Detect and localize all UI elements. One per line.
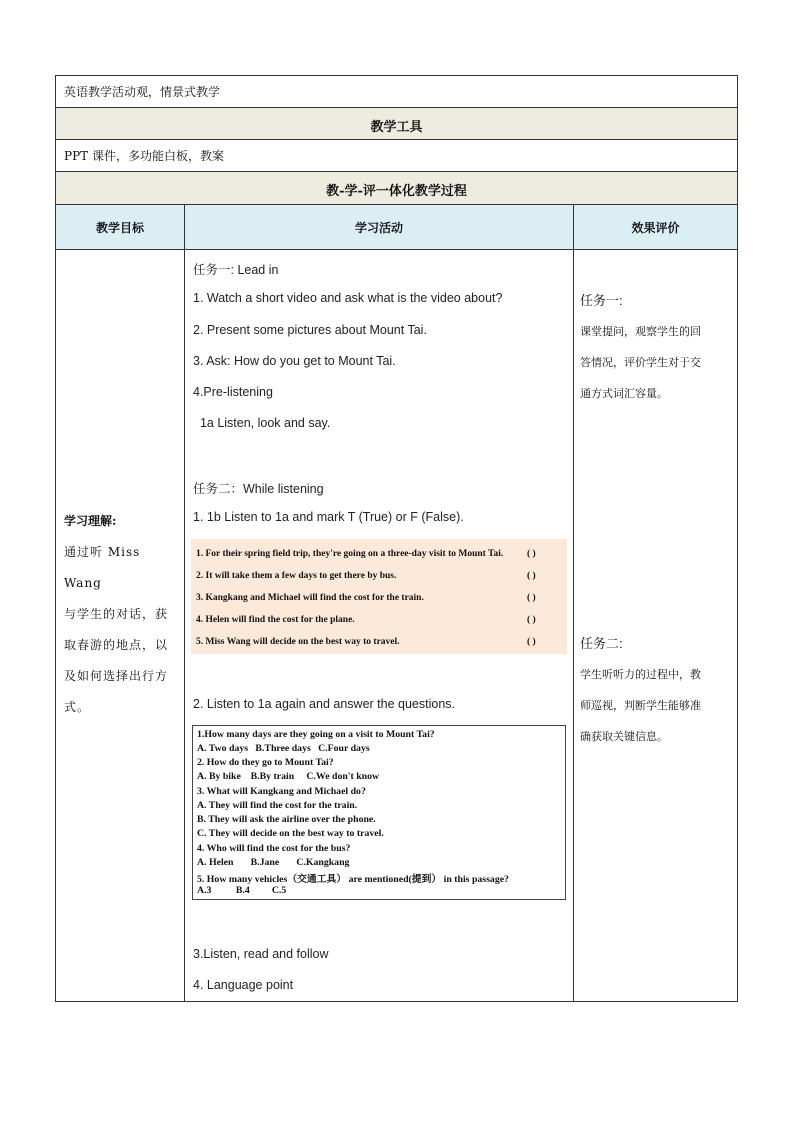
- teaching-tools-header: 教学工具: [370, 120, 423, 135]
- objectives-line: 与学生的对话，获: [64, 607, 169, 621]
- question-line: B. They will ask the airline over the phone.: [197, 814, 376, 825]
- evaluation-line: 确获取关键信息。: [580, 730, 668, 743]
- tf-blank: ( ): [527, 593, 536, 603]
- question-line: A. They will find the cost for the train.: [197, 800, 358, 811]
- tf-statement: 3. Kangkang and Michael will find the cost for the train.: [196, 593, 424, 603]
- col-header-evaluation: 效果评价: [631, 221, 680, 235]
- col-header-activities: 学习活动: [354, 221, 403, 235]
- evaluation-line: 通方式词汇容量。: [580, 387, 668, 400]
- objectives-line: 通过听 Miss Wang: [64, 545, 141, 590]
- process-header: 教-学-评一体化教学过程: [326, 184, 467, 199]
- question-line: 3. What will Kangkang and Michael do?: [197, 786, 366, 797]
- tf-blank: ( ): [527, 549, 536, 559]
- task2-item: 4. Language point: [193, 978, 294, 992]
- tf-statement: 4. Helen will find the cost for the plane.: [196, 615, 355, 625]
- task1-item: 1a Listen, look and say.: [193, 416, 331, 430]
- col-header-objectives: 教学目标: [95, 221, 144, 235]
- tf-blank: ( ): [527, 615, 536, 625]
- column-divider: [573, 205, 574, 1002]
- task1-item: 4.Pre-listening: [193, 385, 273, 399]
- tf-blank: ( ): [527, 637, 536, 647]
- teaching-tools-header-row: [56, 108, 737, 140]
- objectives-heading: 学习理解:: [64, 514, 117, 528]
- teaching-tools-text: PPT 课件，多功能白板，教案: [64, 149, 224, 163]
- teaching-method-text: 英语教学活动观，情景式教学: [64, 85, 221, 99]
- tf-blank: ( ): [527, 571, 536, 581]
- question-line: A. Two days B.Three days C.Four days: [197, 743, 370, 754]
- question-line: 4. Who will find the cost for the bus?: [197, 843, 351, 854]
- evaluation-task2-heading: 任务二:: [580, 636, 623, 651]
- task1-item: 1. Watch a short video and ask what is the video about?: [193, 291, 503, 305]
- task2-item: 3.Listen, read and follow: [193, 947, 329, 961]
- evaluation-line: 课堂提问，观察学生的回: [580, 325, 701, 338]
- objectives-line: 式。: [64, 700, 91, 714]
- evaluation-line: 学生听听力的过程中，教: [580, 668, 701, 681]
- tf-statement: 1. For their spring field trip, they're going on a three-day visit to Mount Tai.: [196, 549, 504, 559]
- evaluation-task1: [580, 285, 730, 409]
- evaluation-task1-heading: 任务一:: [580, 293, 623, 308]
- question-line: 2. How do they go to Mount Tai?: [197, 757, 334, 768]
- teaching-method-row: [56, 76, 737, 108]
- task1-title: 任务一: Lead in: [193, 263, 279, 277]
- tf-statement: 5. Miss Wang will decide on the best way to travel.: [196, 637, 400, 647]
- objectives-cell: [64, 506, 176, 723]
- question-line: C. They will decide on the best way to travel.: [197, 828, 384, 839]
- question-line: 5. How many vehicles（交通工具） are mentioned(提到） in this passage?: [197, 874, 509, 885]
- question-line: A.3 B.4 C.5: [197, 885, 287, 896]
- evaluation-line: 师巡视，判断学生能够准: [580, 699, 701, 712]
- task1-item: 3. Ask: How do you get to Mount Tai.: [193, 354, 396, 368]
- process-header-row: [56, 172, 737, 205]
- task2-item: 2. Listen to 1a again and answer the questions.: [193, 697, 455, 711]
- teaching-tools-row: [56, 140, 737, 172]
- tf-statement: 2. It will take them a few days to get there by bus.: [196, 571, 397, 581]
- objectives-line: 取春游的地点，以: [64, 638, 169, 652]
- evaluation-line: 答情况，评价学生对于交: [580, 356, 701, 369]
- question-line: A. Helen B.Jane C.Kangkang: [197, 857, 350, 868]
- evaluation-task2: [580, 628, 730, 752]
- column-divider: [184, 205, 185, 1002]
- lesson-plan-table: [55, 75, 738, 1002]
- question-line: A. By bike B.By train C.We don't know: [197, 771, 380, 782]
- question-line: 1.How many days are they going on a visit to Mount Tai?: [197, 729, 435, 740]
- objectives-line: 及如何选择出行方: [64, 669, 169, 683]
- task1-item: 2. Present some pictures about Mount Tai.: [193, 323, 427, 337]
- true-false-box: [191, 539, 567, 654]
- task2-item: 1. 1b Listen to 1a and mark T (True) or F (False).: [193, 510, 464, 524]
- questions-box: [192, 725, 566, 900]
- task2-title: 任务二：While listening: [193, 482, 324, 496]
